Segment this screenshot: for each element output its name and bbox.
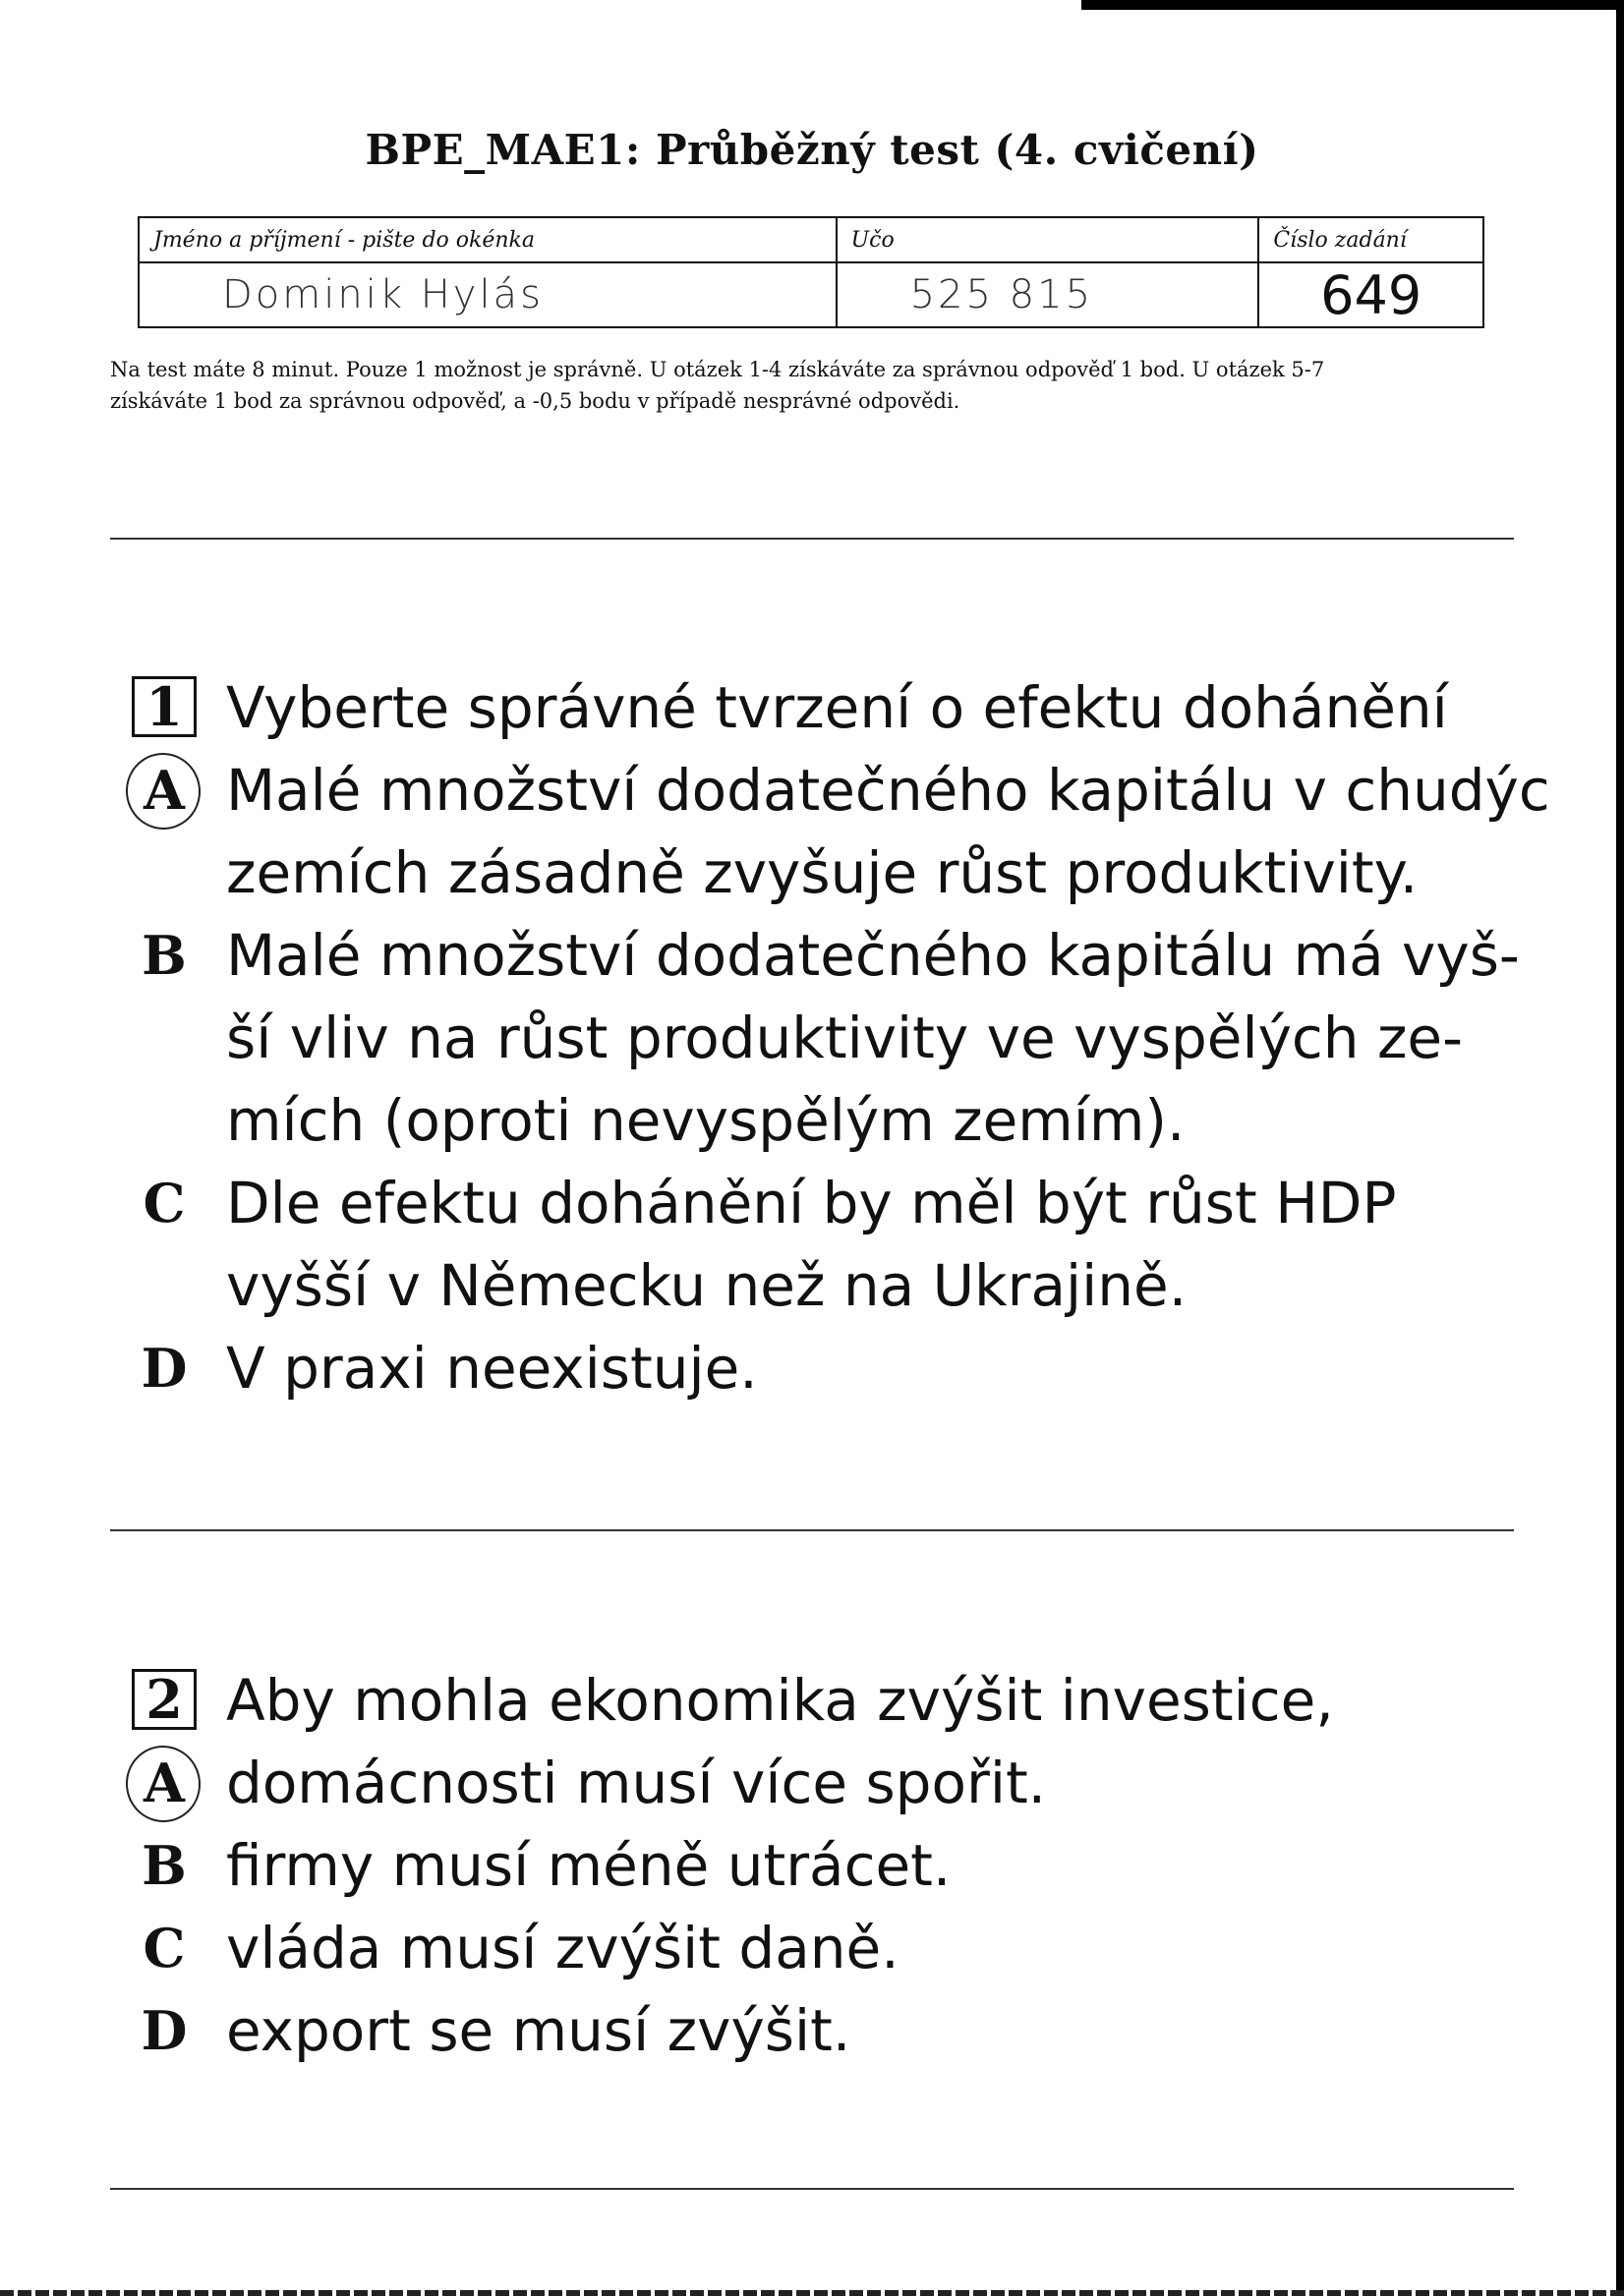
assignment-number-cell <box>1258 262 1483 327</box>
option-text: V praxi neexistuje. <box>226 1335 758 1402</box>
instructions-line-1: Na test máte 8 minut. Pouze 1 možnost je správně. U otázek 1-4 získáváte za správnou odpověď 1 bod. U otázek 5-7 <box>110 358 1325 381</box>
scan-edge-bottom <box>0 2290 1624 2296</box>
option-a[interactable] <box>132 749 1606 914</box>
option-text: Dle efektu dohánění by měl být růst HDP <box>226 1170 1397 1236</box>
question-2-header <box>132 1659 1606 1742</box>
option-text: Malé množství dodatečného kapitálu v chudýc <box>226 757 1550 824</box>
divider <box>110 1529 1514 1531</box>
option-text: Malé množství dodatečného kapitálu má vyš- <box>226 922 1520 989</box>
question-stem: Aby mohla ekonomika zvýšit investice, <box>226 1667 1334 1734</box>
question-1-header <box>132 666 1606 749</box>
option-letter: C <box>143 1917 186 1980</box>
option-d[interactable] <box>132 1327 1606 1409</box>
option-letter: D <box>141 1337 188 1400</box>
divider <box>110 2188 1514 2190</box>
option-letter: B <box>142 924 187 987</box>
option-text: ší vliv na růst produktivity ve vyspělých ze- <box>226 1004 1464 1071</box>
assignment-label: Číslo zadání <box>1258 217 1483 262</box>
option-b[interactable] <box>132 914 1606 1162</box>
question-stem: Vyberte správné tvrzení o efektu dohánění <box>226 674 1448 741</box>
option-text: vyšší v Německu než na Ukrajině. <box>226 1252 1188 1319</box>
assignment-number: 649 <box>1320 263 1422 326</box>
scan-edge-right <box>1616 0 1624 2296</box>
name-field[interactable] <box>139 262 837 327</box>
option-text: zemích zásadně zvyšuje růst produktivity. <box>226 839 1419 906</box>
option-text: mích (oproti nevyspělým zemím). <box>226 1087 1186 1154</box>
option-letter: D <box>141 1999 188 2062</box>
name-label: Jméno a příjmení - pište do okénka <box>139 217 837 262</box>
option-b[interactable] <box>132 1824 1606 1907</box>
option-c[interactable] <box>132 1907 1606 1989</box>
scan-edge-top <box>1081 0 1624 10</box>
name-value: Dominik Hylás <box>222 272 544 317</box>
uco-label: Učo <box>837 217 1259 262</box>
instructions <box>110 354 1516 417</box>
option-letter: B <box>142 1834 187 1897</box>
option-text: firmy musí méně utrácet. <box>226 1832 952 1899</box>
uco-value: 525 815 <box>909 272 1094 317</box>
option-text: vláda musí zvýšit daně. <box>226 1915 899 1981</box>
question-1 <box>132 666 1606 1409</box>
option-letter-selected: A <box>132 749 197 832</box>
question-2 <box>132 1659 1606 2072</box>
option-c[interactable] <box>132 1162 1606 1327</box>
student-info-table <box>138 216 1484 328</box>
option-text: domácnosti musí více spořit. <box>226 1750 1047 1816</box>
uco-field[interactable] <box>837 262 1259 327</box>
instructions-line-2: získáváte 1 bod za správnou odpověď, a -0,5 bodu v případě nesprávné odpovědi. <box>110 389 960 413</box>
option-d[interactable] <box>132 1989 1606 2072</box>
divider <box>110 538 1514 540</box>
option-letter-selected: A <box>132 1742 197 1824</box>
question-number: 2 <box>132 1669 197 1730</box>
page-title: BPE_MAE1: Průběžný test (4. cvičení) <box>365 126 1259 174</box>
option-text: export se musí zvýšit. <box>226 1997 851 2064</box>
option-a[interactable] <box>132 1742 1606 1824</box>
option-letter: C <box>143 1172 186 1234</box>
question-number: 1 <box>132 676 197 737</box>
